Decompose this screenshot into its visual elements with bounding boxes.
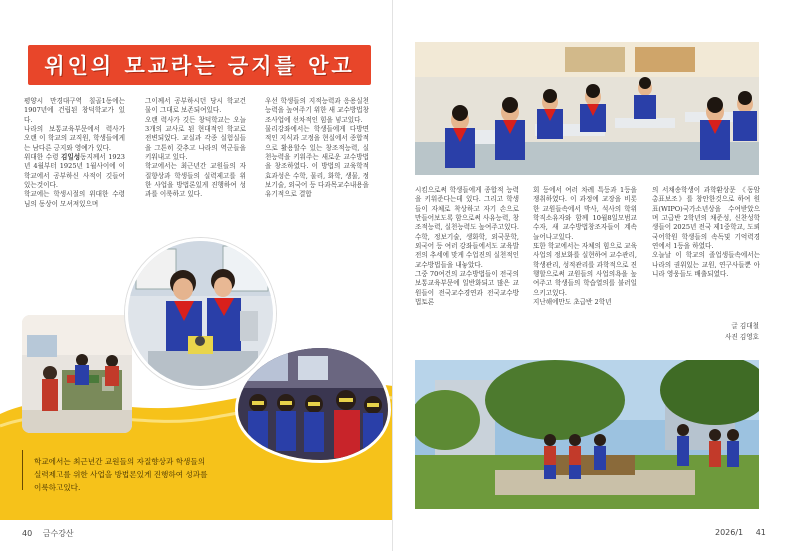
article-title-banner — [28, 45, 371, 85]
left-column-1 — [24, 97, 125, 279]
photo-3d-glasses-class — [235, 345, 391, 463]
page-number-left: 40 — [22, 529, 33, 538]
right-page — [393, 0, 787, 551]
left-column-1-text-a: 평양시 만경대구역 칠골1동에는 1907년에 건립된 창덕학교가 있다. 나라의 보통교육부문에서 력사가 오랜 이 학교의 교직원, 학생들에게는 남다른 긍지와 영예가 있다. 위대한 수령 — [24, 97, 125, 162]
page-number-right: 41 — [755, 528, 766, 537]
photo-students-robotics — [125, 238, 276, 389]
issue-date: 2026/1 — [715, 528, 744, 537]
photo-classroom-students — [415, 42, 759, 175]
left-column-1-text-b: 동지께서 1923년 4월부터 1925년 1월사이에 이 학교에서 공부하신 사적이 깃들어있는것이다. 학교에는 학생시절의 위대한 수령님의 동상이 모셔져있으며 — [24, 153, 125, 208]
footer-left — [22, 528, 74, 539]
caption-marker — [22, 450, 26, 490]
photo-lab-classroom — [22, 315, 132, 433]
left-column-2: 그이께서 공부하시던 당시 학교건물이 그대로 보존되여있다. 오랜 력사가 깃든 창덕학교는 오늘 3개의 교사로 된 현대적인 학교로 전변되었다. 교실과 각종 실험실들을 그튼히 갖추고 나라의 역군들을 키워내고 있다. 학교에서는 최근년간 교원들의 자질향상과 학생들의 실력제고를 위한 사업을 방법론있게 진행하여 성과를 이룩하고 있다. — [145, 97, 246, 199]
right-column-1: 시킴으로써 학생들에게 종합적 능력을 키워준다는데 있다. 그리고 학생들이 자체로 착상하고 자기 손으로 만들어보도록 함으로써 사유능력, 창조적능력, 실천능력도 높여주고있다. 수학, 정보기술, 생화학, 외국문학, 외국어 등 여러 강좌들에서도 교육발전의 추세에 맞게 수업진의 실천적인 교수방법들을 내놓았다. 그중 70여건의 교수방법들이 전국의 보통교육부문에 일반화되고 많은 교원들이 전국교수경연과 전국교수방법토론 — [415, 186, 519, 307]
leader-name: 김일성 — [61, 153, 81, 162]
right-column-2: 회 등에서 여러 차례 특등과 1등을 쟁취하였다. 이 과정에 교장을 비롯한 교원들속에서 박사, 석사의 학위학직소유자와 함께 10월8일모범교수자, 새 교수방법창조자들이 계속 늘어나고있다. 또한 학교에서는 자체의 힘으로 교육사업의 정보화를 실현하여 교수관리, 학생관리, 성적관리를 과학적으로 진행할으로써 교원들의 사업의욕을 높여주고 학생들의 학습열의를 불러일으키고있다. 지난해에만도 초급반 2학년 — [533, 186, 637, 307]
left-page — [0, 0, 393, 551]
photo-caption: 학교에서는 최근년간 교원들의 자질향상과 학생들의 실력제고를 위한 사업을 방법론있게 진행하여 성과를 이룩하고있다. — [34, 457, 208, 492]
right-column-3: 의 서채송학생이 과학환상문 《동암총표보조》를 창안한것으로 하여 원표(WIPO)국가소년상을 수여받았으며 고급반 2학년의 채준성, 신찬성학생들이 2025년 전국 제1중학교, 도뢰국어학원 학생들의 속독및 기억력경연에서 1등을 하였다. 오늘날 이 학교의 졸업생들속에서는 나라의 권위있는 교원, 연구사들뿐 아니라 영웅들도 배출되였다. — [652, 186, 760, 279]
footer-right — [715, 528, 766, 537]
left-column-3: 우선 학생들의 지적능력과 응용실천능력을 높여주기 위한 새 교수방법창조사업에 선차적인 힘을 넣고있다. 물리강좌에서는 학생들에게 다방면적인 지식과 고정을 현실에서 종합적으로 활용할수 있는 창조적능력, 실천능력을 키워주는 새로운 교수방법을 창조하였다. 이 방법의 교육학적 효과성은 수학, 물리, 화학, 생물, 정보기술, 외국어 등 다과목교수내용을 유기적으로 결합 — [265, 97, 369, 199]
magazine-name: 금수강산 — [42, 529, 74, 538]
photo-schoolyard-students — [415, 360, 759, 509]
credit-photographer: 사진 김영호 — [725, 333, 759, 341]
credit-writer: 글 김대철 — [731, 322, 759, 330]
article-title: 위인의 모교라는 긍지를 안고 — [44, 53, 355, 78]
